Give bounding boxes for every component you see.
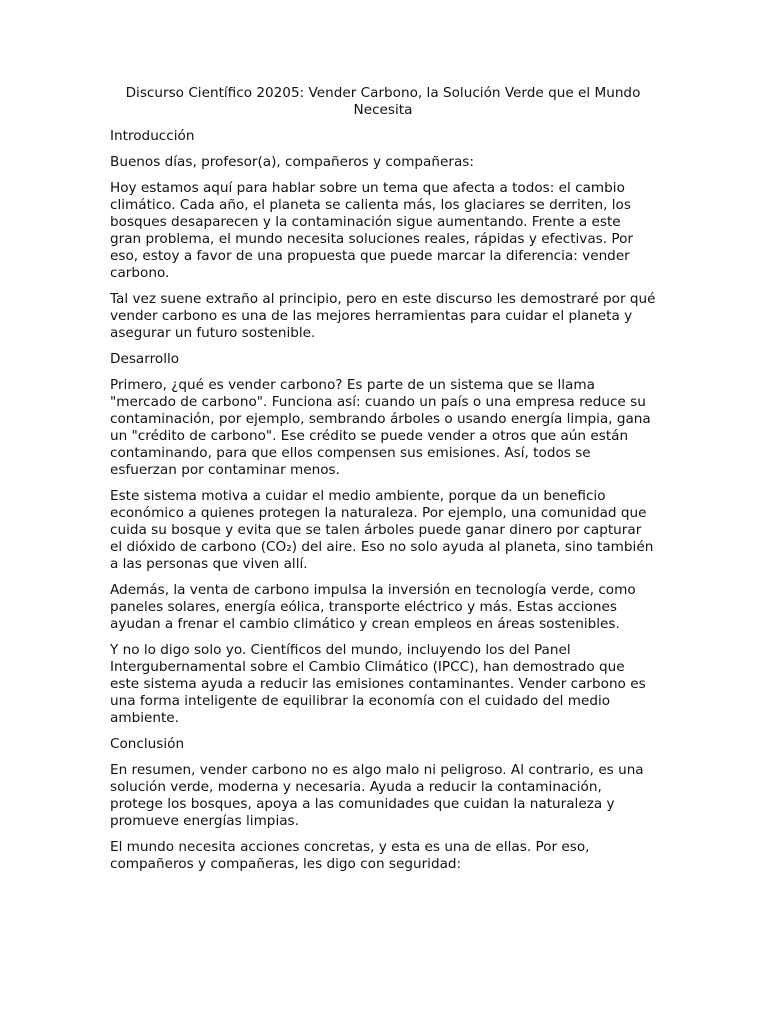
intro-paragraph-2: Tal vez suene extraño al principio, pero en este discurso les demostraré por qué vender carbono es una de las mejores herramientas para cuidar el planeta y asegurar un futuro sostenible. xyxy=(110,291,656,341)
document-page xyxy=(110,85,656,882)
section-heading-introduccion: Introducción xyxy=(110,128,195,144)
section-heading-desarrollo: Desarrollo xyxy=(110,351,180,367)
intro-paragraph-1: Hoy estamos aquí para hablar sobre un tema que afecta a todos: el cambio climático. Cada año, el planeta se calienta más, los glaciares se derriten, los bosques desaparecen y la contaminación sigue aumentando. Frente a este gran problema, el mundo necesita soluciones reales, rápidas y efectivas. Por eso, estoy a favor de una propuesta que puede marcar la diferencia: vender carbono. xyxy=(110,180,634,281)
section-heading-conclusion: Conclusión xyxy=(110,736,185,752)
conclusion-paragraph-2: El mundo necesita acciones concretas, y esta es una de ellas. Por eso, compañeros y compañeras, les digo con seguridad: xyxy=(110,839,590,872)
development-paragraph-1: Primero, ¿qué es vender carbono? Es parte de un sistema que se llama "mercado de carbono". Funciona así: cuando un país o una empresa reduce su contaminación, por ejemplo, sembrando árboles o usando energía limpia, gana un "crédito de carbono". Ese crédito se puede vender a otros que aún están contaminando, para que ellos compensen sus emisiones. Así, todos se esfuerzan por contaminar menos. xyxy=(110,377,651,478)
conclusion-paragraph-1: En resumen, vender carbono no es algo malo ni peligroso. Al contrario, es una solución verde, moderna y necesaria. Ayuda a reducir la contaminación, protege los bosques, apoya a las comunidades que cuidan la naturaleza y promueve energías limpias. xyxy=(110,762,644,829)
development-paragraph-2: Este sistema motiva a cuidar el medio ambiente, porque da un beneficio económico a quienes protegen la naturaleza. Por ejemplo, una comunidad que cuida su bosque y evita que se talen árboles puede ganar dinero por capturar el dióxido de carbono (CO₂) del aire. Eso no solo ayuda al planeta, sino también a las personas que viven allí. xyxy=(110,488,654,572)
greeting-paragraph: Buenos días, profesor(a), compañeros y compañeras: xyxy=(110,154,474,170)
development-paragraph-4: Y no lo digo solo yo. Científicos del mundo, incluyendo los del Panel Intergubernamental sobre el Cambio Climático (IPCC), han demostrado que este sistema ayuda a reducir las emisiones contaminantes. Vender carbono es una forma inteligente de equilibrar la economía con el cuidado del medio ambiente. xyxy=(110,642,646,726)
document-title: Discurso Científico 20205: Vender Carbono, la Solución Verde que el Mundo Necesita xyxy=(125,85,641,118)
development-paragraph-3: Además, la venta de carbono impulsa la inversión en tecnología verde, como paneles solares, energía eólica, transporte eléctrico y más. Estas acciones ayudan a frenar el cambio climático y crean empleos en áreas sostenibles. xyxy=(110,582,636,632)
